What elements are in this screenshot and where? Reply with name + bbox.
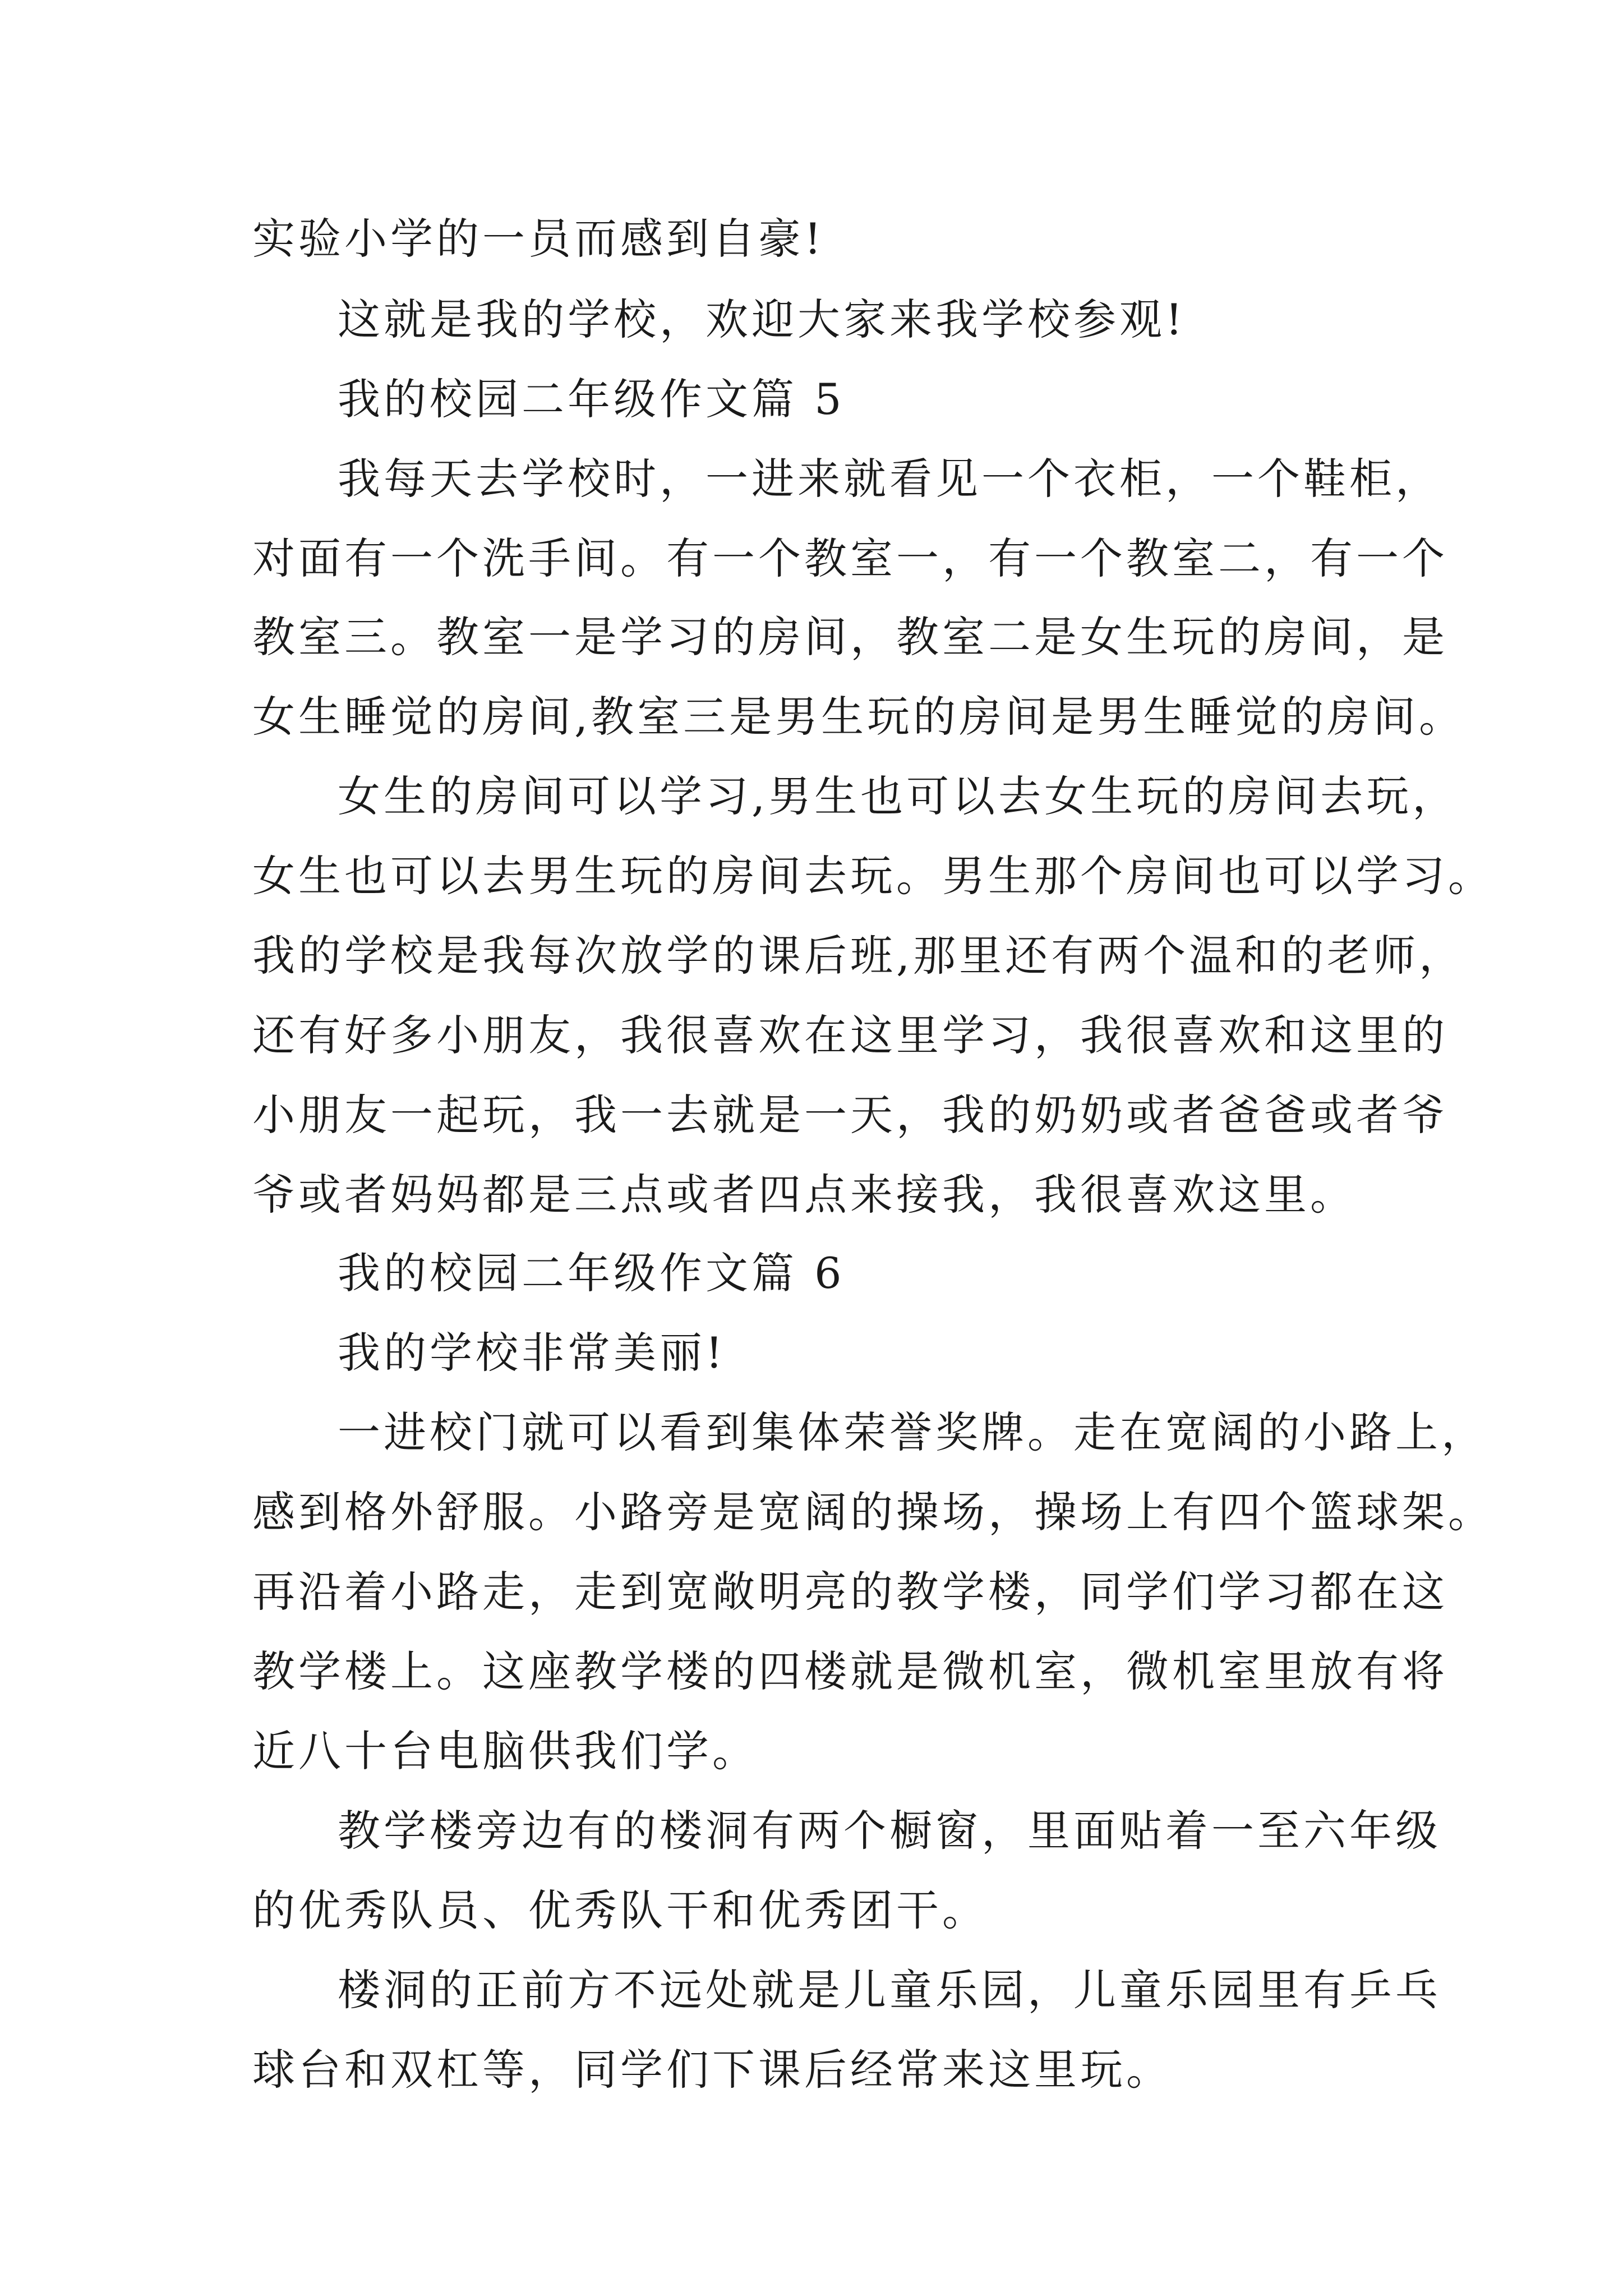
text-line: 楼洞的正前方不远处就是儿童乐园，儿童乐园里有乒乓: [338, 1965, 1441, 2015]
text-line: 教学楼旁边有的楼洞有两个橱窗，里面贴着一至六年级: [338, 1806, 1441, 1856]
text-line: 教学楼上。这座教学楼的四楼就是微机室，微机室里放有将: [252, 1646, 1448, 1696]
text-line: 的优秀队员、优秀队干和优秀团干。: [252, 1885, 988, 1935]
text-line: 对面有一个洗手间。有一个教室一，有一个教室二，有一个: [252, 533, 1448, 583]
text-line: 近八十台电脑供我们学。: [252, 1726, 758, 1776]
text-line: 实验小学的一员而感到自豪!: [252, 214, 825, 264]
text-line: 爷或者妈妈都是三点或者四点来接我，我很喜欢这里。: [252, 1170, 1356, 1220]
text-line: 我每天去学校时，一进来就看见一个衣柜，一个鞋柜，: [338, 454, 1441, 504]
text-line: 感到格外舒服。小路旁是宽阔的操场，操场上有四个篮球架。: [252, 1487, 1494, 1537]
text-line: 一进校门就可以看到集体荣誉奖牌。走在宽阔的小路上，: [338, 1407, 1487, 1457]
text-line: 女生的房间可以学习,男生也可以去女生玩的房间去玩，: [338, 771, 1459, 821]
text-line: 我的学校非常美丽!: [338, 1328, 726, 1378]
section-heading: 我的校园二年级作文篇 6: [338, 1248, 845, 1298]
text-line: 女生也可以去男生玩的房间去玩。男生那个房间也可以学习。: [252, 851, 1494, 901]
text-line: 再沿着小路走，走到宽敞明亮的教学楼，同学们学习都在这: [252, 1567, 1448, 1617]
section-heading: 我的校园二年级作文篇 5: [338, 374, 845, 424]
text-line: 我的学校是我每次放学的课后班,那里还有两个温和的老师，: [252, 931, 1465, 981]
text-line: 还有好多小朋友，我很喜欢在这里学习，我很喜欢和这里的: [252, 1010, 1448, 1060]
text-line: 女生睡觉的房间,教室三是男生玩的房间是男生睡觉的房间。: [252, 692, 1465, 742]
text-line: 这就是我的学校，欢迎大家来我学校参观!: [338, 295, 1186, 344]
text-line: 球台和双杠等，同学们下课后经常来这里玩。: [252, 2045, 1172, 2095]
text-line: 教室三。教室一是学习的房间，教室二是女生玩的房间，是: [252, 612, 1448, 662]
text-line: 小朋友一起玩，我一去就是一天，我的奶奶或者爸爸或者爷: [252, 1090, 1448, 1140]
